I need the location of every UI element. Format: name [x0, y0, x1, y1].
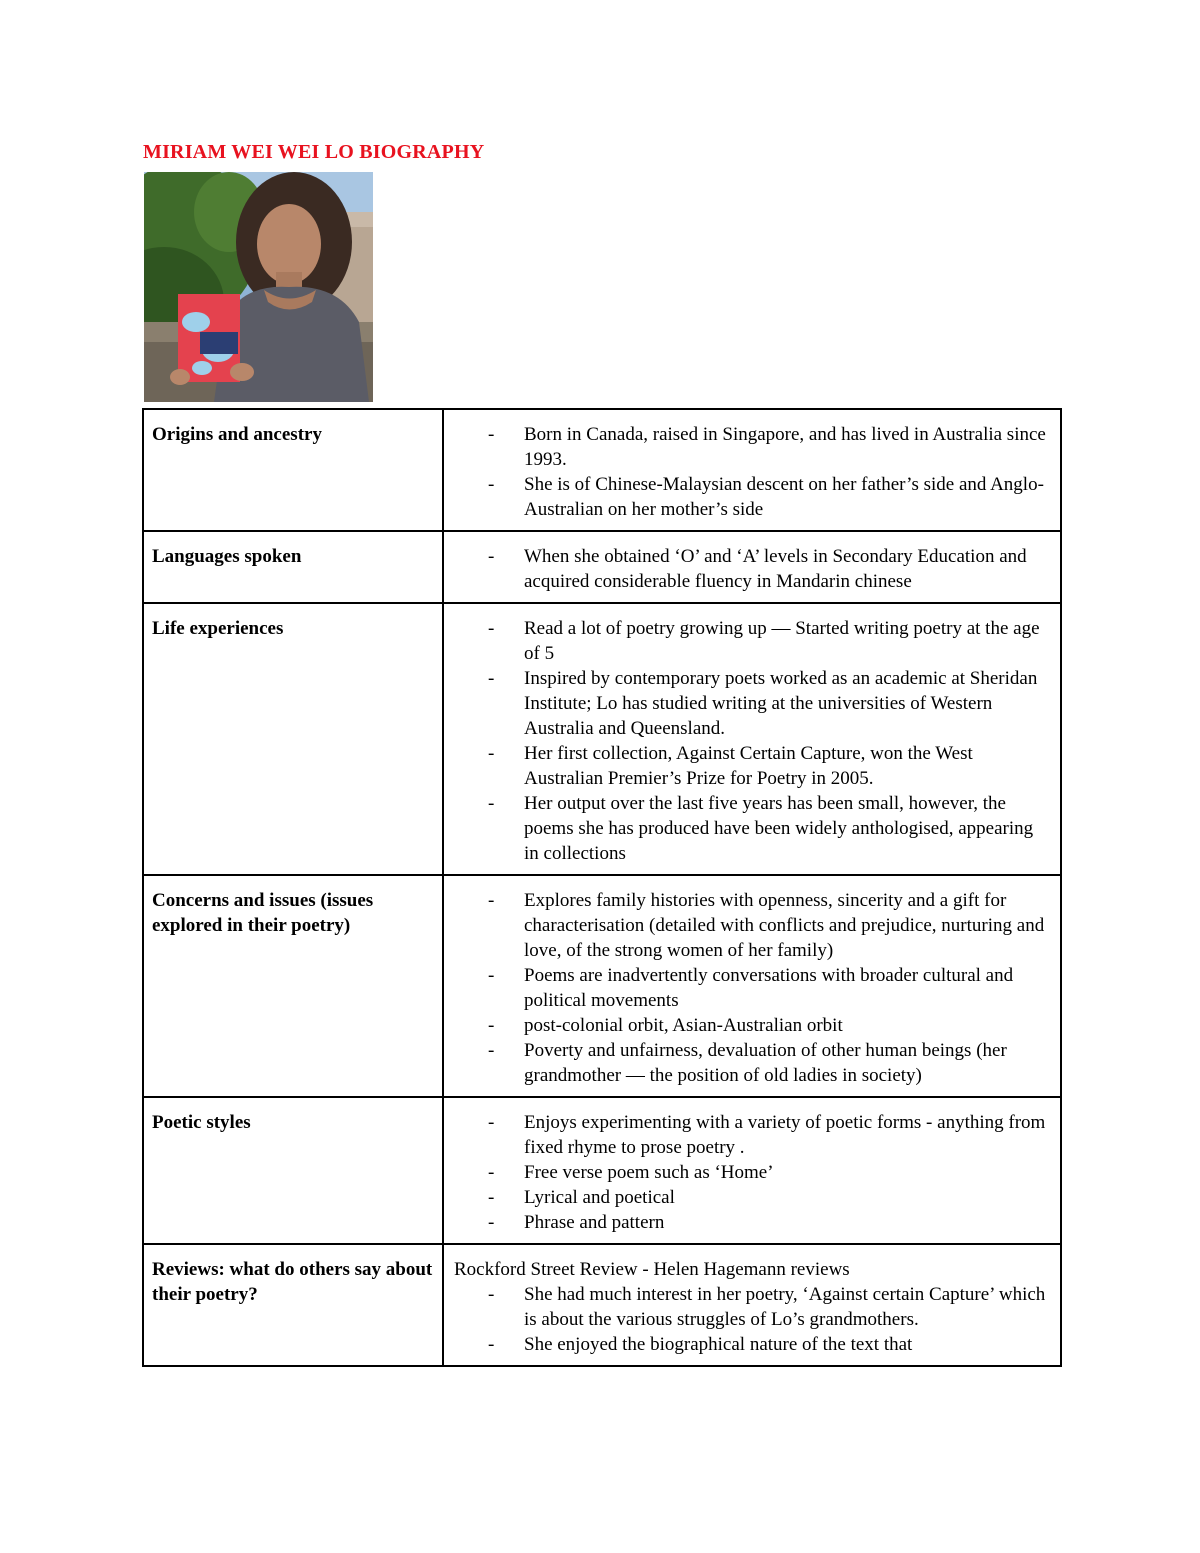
- list-item: [454, 544, 1050, 594]
- dash-bullet-icon: -: [488, 743, 495, 764]
- author-photo: [144, 172, 373, 402]
- dash-bullet-icon: -: [488, 1015, 495, 1036]
- list-item: [454, 888, 1050, 963]
- list-item-text: When she obtained ‘O’ and ‘A’ levels in Secondary Education and acquired considerable fluency in Mandarin chinese: [524, 546, 1027, 592]
- row-content: [443, 531, 1061, 603]
- list-item-text: Free verse poem such as ‘Home’: [524, 1162, 774, 1183]
- list-item-text: Her first collection, Against Certain Capture, won the West Australian Premier’s Prize for Poetry in 2005.: [524, 743, 973, 789]
- row-content: [443, 603, 1061, 875]
- dash-bullet-icon: -: [488, 1284, 495, 1305]
- bullet-list: [454, 1282, 1050, 1357]
- list-item-text: Poems are inadvertently conversations with broader cultural and political movements: [524, 965, 1014, 1011]
- dash-bullet-icon: -: [488, 890, 495, 911]
- list-item: [454, 741, 1050, 791]
- dash-bullet-icon: -: [488, 965, 495, 986]
- list-item: [454, 963, 1050, 1013]
- list-item: [454, 1185, 1050, 1210]
- list-item-text: She enjoyed the biographical nature of the text that: [524, 1334, 913, 1355]
- dash-bullet-icon: -: [488, 474, 495, 495]
- dash-bullet-icon: -: [488, 618, 495, 639]
- table-row: [143, 531, 1061, 603]
- dash-bullet-icon: -: [488, 1187, 495, 1208]
- document-title: MIRIAM WEI WEI LO BIOGRAPHY: [143, 141, 485, 163]
- list-item-text: She is of Chinese-Malaysian descent on her father’s side and Anglo-Australian on her mother’s side: [524, 474, 1044, 520]
- list-item: [454, 791, 1050, 866]
- list-item-text: Phrase and pattern: [524, 1212, 665, 1233]
- list-item-text: Born in Canada, raised in Singapore, and has lived in Australia since 1993.: [524, 424, 1046, 470]
- list-item-text: Enjoys experimenting with a variety of poetic forms - anything from fixed rhyme to prose poetry .: [524, 1112, 1046, 1158]
- table-row: [143, 1244, 1061, 1366]
- list-item-text: Inspired by contemporary poets worked as an academic at Sheridan Institute; Lo has studied writing at the universities of Western Australia and Queensland.: [524, 668, 1038, 739]
- list-item-text: She had much interest in her poetry, ‘Against certain Capture’ which is about the various struggles of Lo’s grandmothers.: [524, 1284, 1046, 1330]
- list-item-text: Lyrical and poetical: [524, 1187, 675, 1208]
- bullet-list: [454, 616, 1050, 866]
- dash-bullet-icon: -: [488, 1112, 495, 1133]
- table-row: [143, 603, 1061, 875]
- biography-table: [142, 408, 1062, 1367]
- row-content: [443, 1097, 1061, 1244]
- list-item-text: Poverty and unfairness, devaluation of other human beings (her grandmother — the position of old ladies in society): [524, 1040, 1007, 1086]
- dash-bullet-icon: -: [488, 424, 495, 445]
- table-row: [143, 875, 1061, 1097]
- list-item-text: post-colonial orbit, Asian-Australian orbit: [524, 1015, 843, 1036]
- list-item: [454, 1038, 1050, 1088]
- bullet-list: [454, 422, 1050, 522]
- bullet-list: [454, 888, 1050, 1088]
- dash-bullet-icon: -: [488, 668, 495, 689]
- row-label: Life experiences: [143, 603, 443, 875]
- bullet-list: [454, 544, 1050, 594]
- table-row: [143, 1097, 1061, 1244]
- bullet-list: [454, 1110, 1050, 1235]
- dash-bullet-icon: -: [488, 793, 495, 814]
- list-item: [454, 422, 1050, 472]
- list-item: [454, 472, 1050, 522]
- list-item: [454, 616, 1050, 666]
- row-content: [443, 1244, 1061, 1366]
- row-content: [443, 875, 1061, 1097]
- list-item: [454, 1013, 1050, 1038]
- list-item: [454, 1210, 1050, 1235]
- dash-bullet-icon: -: [488, 1162, 495, 1183]
- list-item-text: Her output over the last five years has been small, however, the poems she has produced have been widely anthologised, appearing in collections: [524, 793, 1034, 864]
- table-row: [143, 409, 1061, 531]
- row-label: Concerns and issues (issues explored in their poetry): [143, 875, 443, 1097]
- row-content: [443, 409, 1061, 531]
- list-item: [454, 1282, 1050, 1332]
- row-label: Poetic styles: [143, 1097, 443, 1244]
- list-item-text: Read a lot of poetry growing up — Started writing poetry at the age of 5: [524, 618, 1040, 664]
- row-label: Languages spoken: [143, 531, 443, 603]
- dash-bullet-icon: -: [488, 1334, 495, 1355]
- row-label: Reviews: what do others say about their poetry?: [143, 1244, 443, 1366]
- dash-bullet-icon: -: [488, 546, 495, 567]
- list-item: [454, 1110, 1050, 1160]
- list-item: [454, 1332, 1050, 1357]
- row-label: Origins and ancestry: [143, 409, 443, 531]
- list-item: [454, 1160, 1050, 1185]
- list-item: [454, 666, 1050, 741]
- dash-bullet-icon: -: [488, 1212, 495, 1233]
- dash-bullet-icon: -: [488, 1040, 495, 1061]
- row-intro: Rockford Street Review - Helen Hagemann reviews: [454, 1259, 850, 1280]
- list-item-text: Explores family histories with openness, sincerity and a gift for characterisation (detailed with conflicts and prejudice, nurturing and love, of the strong women of her family): [524, 890, 1045, 961]
